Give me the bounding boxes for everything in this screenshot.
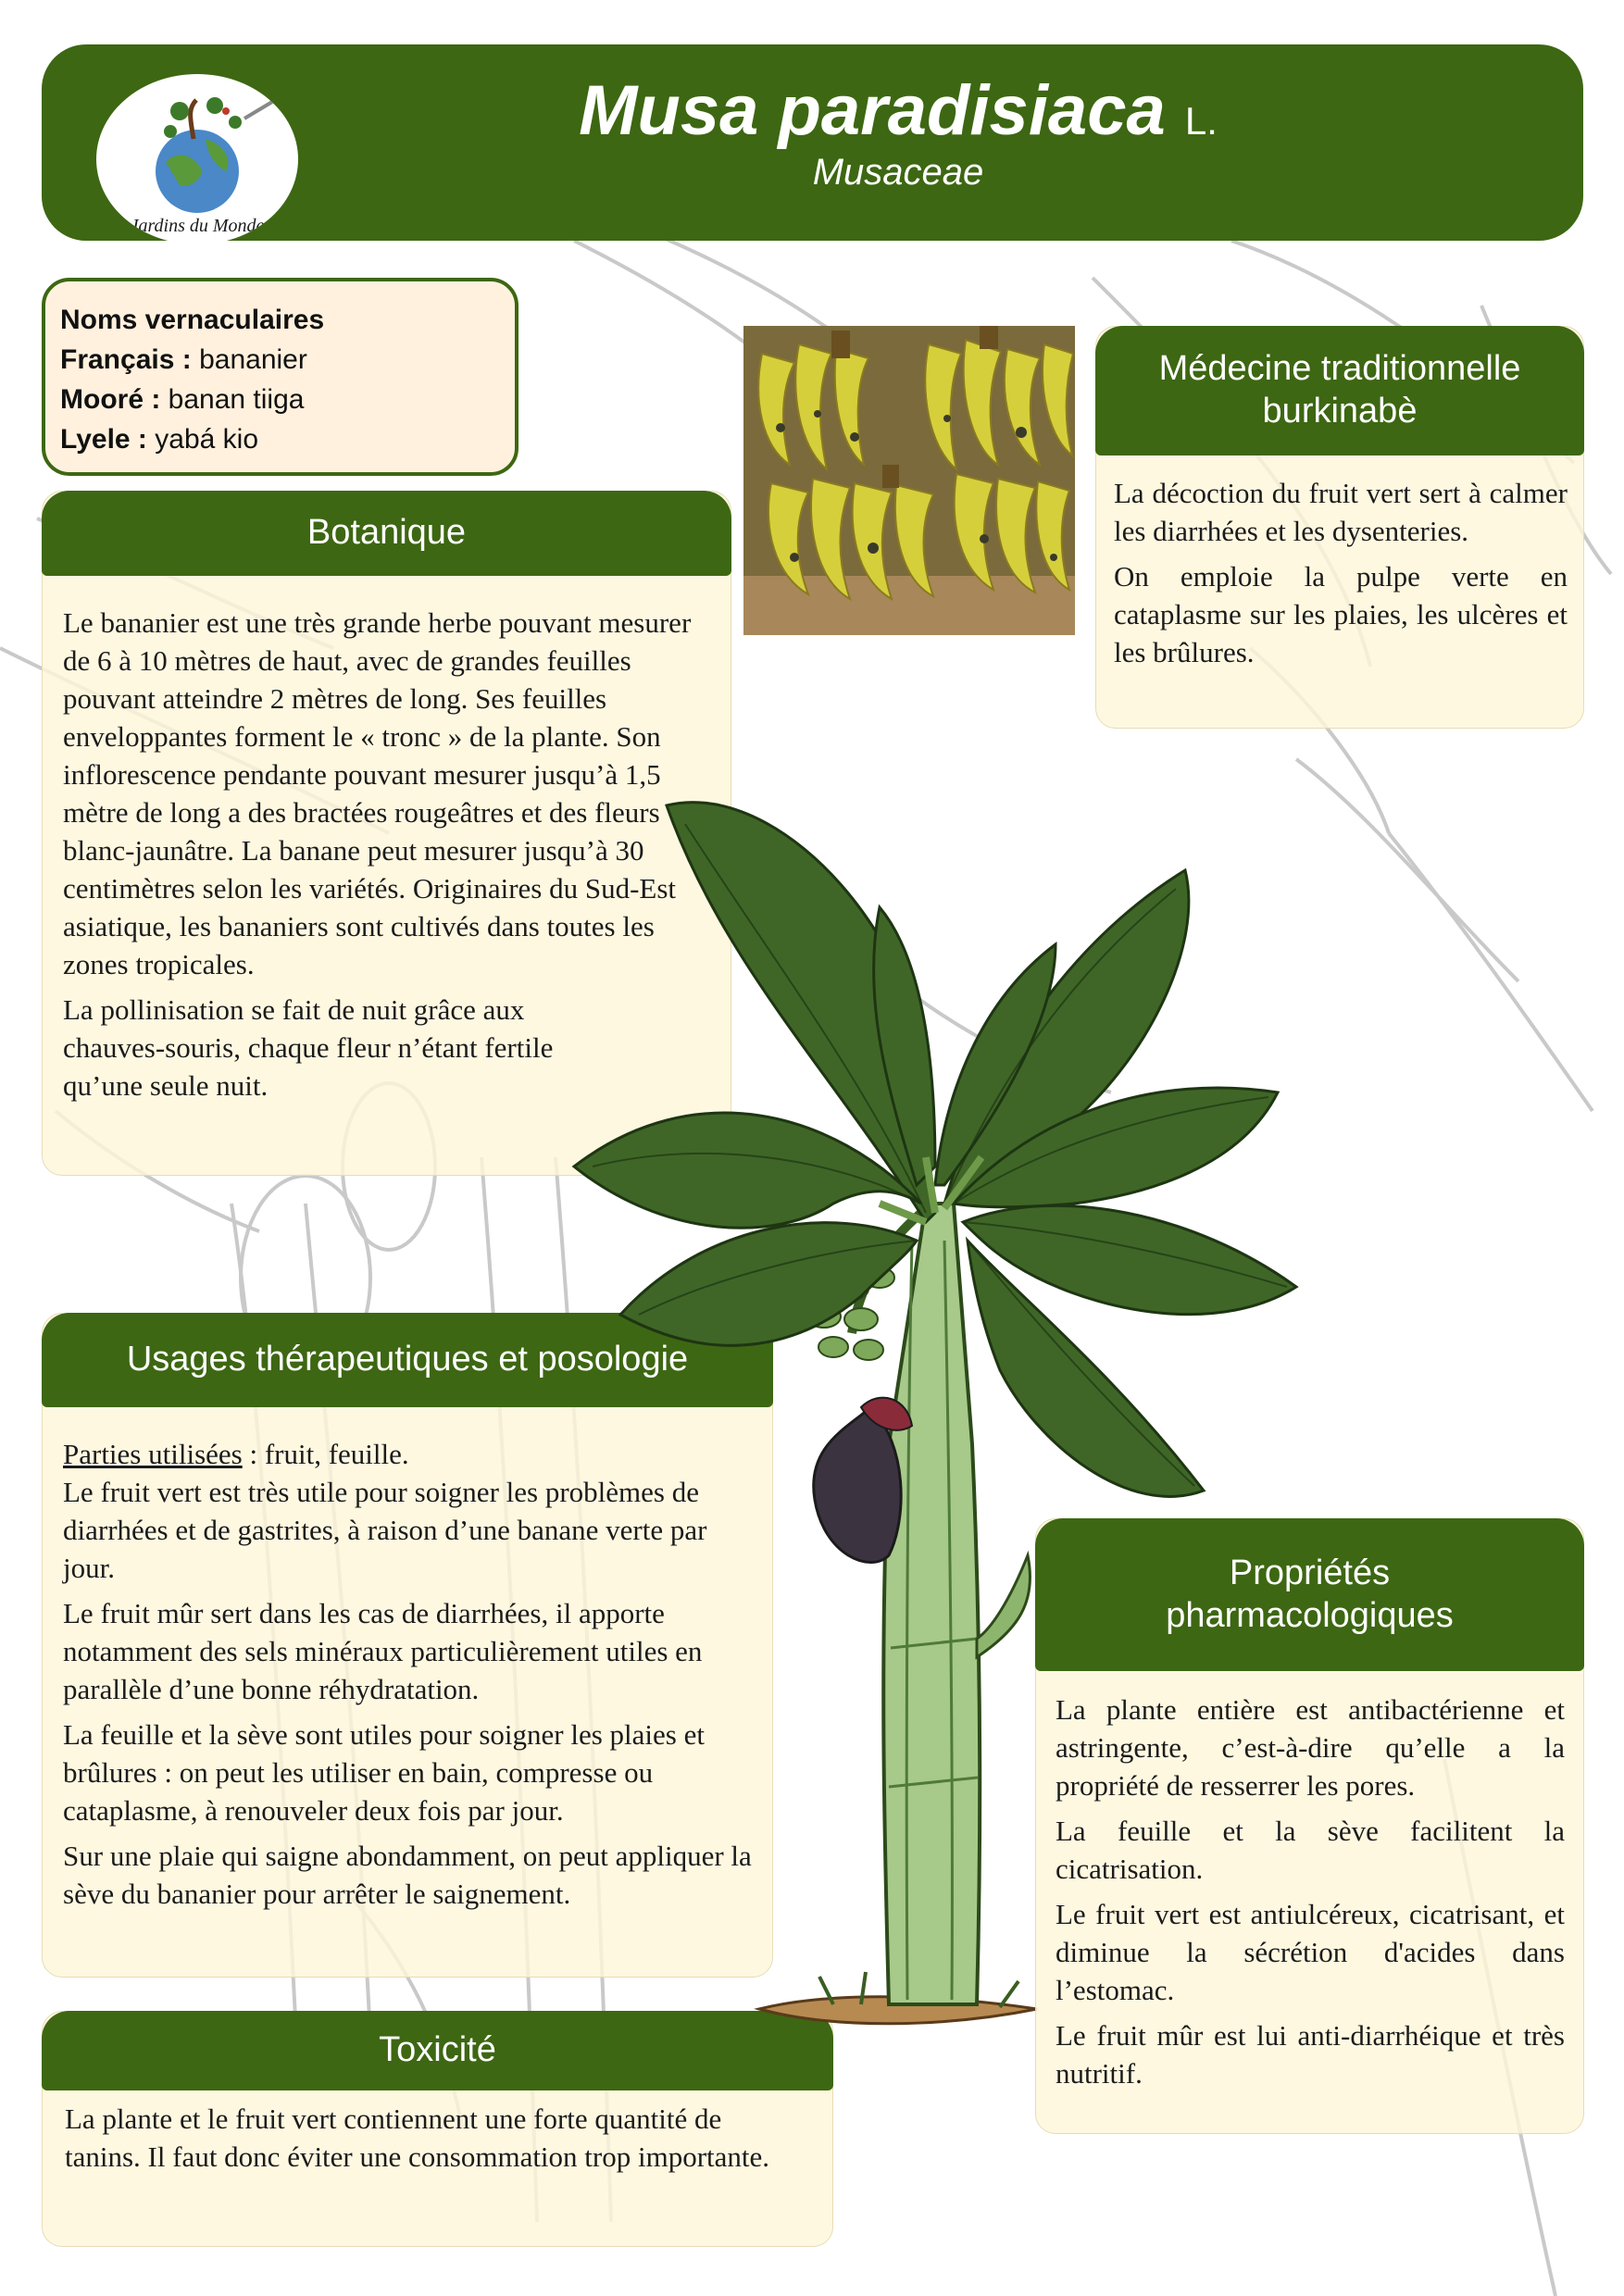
- paragraph: Le fruit mûr sert dans les cas de diarrhées, il apporte notamment des sels minéraux particulièrement utiles en parallèle d’une bonne réhydratation.: [63, 1597, 703, 1705]
- medecine-heading: Médecine traditionnelle burkinabè: [1095, 326, 1584, 455]
- proprietes-heading: Propriétés pharmacologiques: [1035, 1518, 1584, 1671]
- paragraph: Le fruit mûr est lui anti-diarrhéique et très nutritif.: [1056, 2019, 1565, 2090]
- vernacular-lang: Français :: [60, 344, 192, 375]
- family-name: Musaceae: [812, 151, 984, 193]
- paragraph: La plante entière est antibactérienne et astringente, c’est-à-dire qu’elle a la propriété de resserrer les pores.: [1056, 1693, 1565, 1802]
- species-author: L.: [1184, 99, 1218, 143]
- vernacular-value: banan tiiga: [168, 384, 305, 415]
- vernacular-row: [60, 419, 500, 459]
- paragraph: On emploie la pulpe verte en cataplasme sur les plaies, les ulcères et les brûlures.: [1114, 560, 1568, 668]
- vernacular-box: [42, 278, 518, 476]
- paragraph: La plante et le fruit vert contiennent une forte quantité de tanins. Il faut donc éviter une consommation trop importante.: [65, 2103, 770, 2173]
- title-block: [481, 72, 1315, 193]
- toxicite-text: [65, 2100, 796, 2183]
- paragraph: La décoction du fruit vert sert à calmer les diarrhées et les dysenteries.: [1114, 477, 1568, 547]
- proprietes-text: [1056, 1691, 1565, 2100]
- vernacular-value: bananier: [199, 344, 307, 375]
- banana-bunch-photo: [743, 326, 1075, 635]
- vernacular-heading: Noms vernaculaires: [60, 305, 325, 335]
- logo-text: Jardins du Monde: [130, 216, 265, 236]
- logo-icon: [96, 74, 298, 244]
- medecine-text: [1114, 474, 1568, 679]
- paragraph: Le fruit vert est très utile pour soigner les problèmes de diarrhées et de gastrites, à raison d’une banane verte par jour.: [63, 1476, 707, 1584]
- paragraph: Le bananier est une très grande herbe pouvant mesurer de 6 à 10 mètres de haut, avec de grandes feuilles pouvant atteindre 2 mètres de long. Ses feuilles enveloppantes forment le « tronc » de la plante. Son inflorescence pendante pouvant mesurer jusqu’à 1,5 mètre de long a des bractées rougeâtres et des fleurs blanc-jaunâtre. La banane peut mesurer jusqu’à 30 centimètres selon les variétés. Originaires du Sud-Est asiatique, les bananiers sont cultivés dans toutes les zones tropicales.: [63, 606, 692, 980]
- parts-used-label: Parties utilisées: [63, 1438, 243, 1470]
- usages-heading: Usages thérapeutiques et posologie: [42, 1313, 773, 1407]
- vernacular-value: yabá kio: [155, 424, 259, 455]
- logo: [96, 74, 298, 244]
- paragraph: La feuille et la sève sont utiles pour soigner les plaies et brûlures : on peut les utiliser en bain, compresse ou cataplasme, à renouveler deux fois par jour.: [63, 1718, 705, 1827]
- vernacular-lang: Mooré :: [60, 384, 161, 415]
- toxicite-heading: Toxicité: [42, 2011, 833, 2090]
- species-name: Musa paradisiaca: [579, 71, 1166, 150]
- vernacular-lang: Lyele :: [60, 424, 147, 455]
- botanique-heading: Botanique: [42, 491, 731, 576]
- paragraph: Sur une plaie qui saigne abondamment, on peut appliquer la sève du bananier pour arrêter le saignement.: [63, 1840, 752, 1910]
- paragraph: La feuille et la sève facilitent la cicatrisation.: [1056, 1815, 1565, 1885]
- vernacular-row: [60, 380, 500, 419]
- paragraph: Le fruit vert est antiulcéreux, cicatrisant, et diminue la sécrétion d'acides dans l’estomac.: [1056, 1898, 1565, 2006]
- vernacular-row: [60, 340, 500, 380]
- species-title: [481, 72, 1315, 150]
- parts-used-value: : fruit, feuille.: [242, 1438, 409, 1470]
- paragraph: La pollinisation se fait de nuit grâce aux chauves-souris, chaque fleur n’étant fertile qu’une seule nuit.: [63, 993, 554, 1102]
